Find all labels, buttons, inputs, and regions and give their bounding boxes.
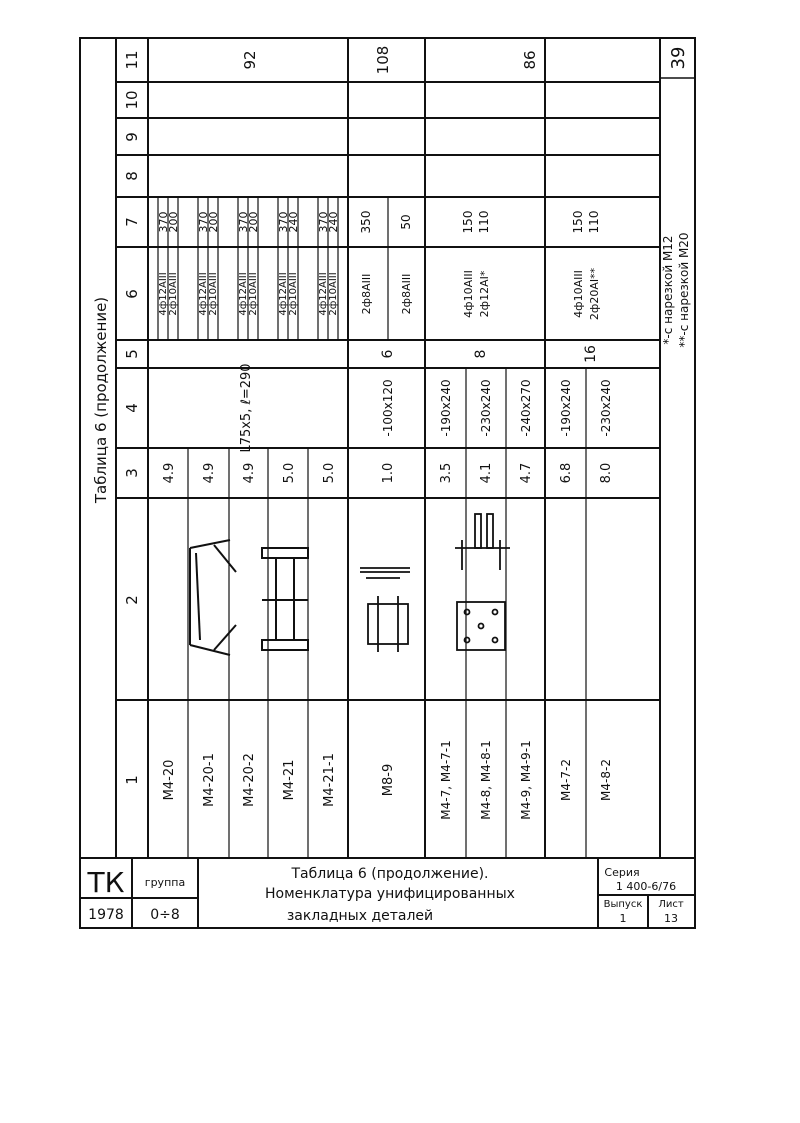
len-row-8: 240 bbox=[287, 211, 300, 233]
len-row-9: 370 bbox=[317, 211, 330, 233]
group3-masses bbox=[439, 463, 534, 484]
header-num-4: 4 bbox=[123, 403, 141, 413]
mark-m4-20-2: М4-20-2 bbox=[242, 753, 257, 807]
header-num-2: 2 bbox=[123, 595, 141, 605]
len2-m8-9: 50 bbox=[399, 214, 413, 230]
size-m4-7-2: -190x240 bbox=[559, 379, 573, 437]
mark-m4-20-1: М4-20-1 bbox=[202, 753, 217, 807]
size-m4-7: -190x240 bbox=[439, 379, 453, 437]
rebar-row-9: 4ф12АIII bbox=[318, 272, 329, 316]
mass-m4-20-2: 4.9 bbox=[242, 462, 257, 484]
mass-m4-7: 3.5 bbox=[439, 462, 454, 484]
rebar1-m8-9: 2ф8АIII bbox=[360, 273, 373, 315]
mass-m4-20: 4.9 bbox=[162, 462, 177, 484]
rebar-row-2: 2ф10АIII bbox=[168, 272, 179, 316]
stamp-title-line1: Таблица 6 (продолжение). bbox=[291, 866, 489, 882]
plate-with-bars-drawing bbox=[360, 568, 410, 652]
rebar1-group3: 4ф10АIII bbox=[462, 270, 475, 318]
footnote-1: *-с нарезкой М12 bbox=[661, 235, 675, 345]
header-num-7: 7 bbox=[123, 217, 141, 227]
mass-m4-8: 4.1 bbox=[479, 462, 494, 484]
header-num-9: 9 bbox=[123, 132, 141, 142]
size-m4-8-2: -230x240 bbox=[599, 379, 613, 437]
mass-m4-7-2: 6.8 bbox=[559, 462, 574, 484]
rebar2-group4: 2ф20АI** bbox=[588, 267, 601, 321]
header-num-11: 11 bbox=[123, 50, 141, 70]
group3-sizes bbox=[439, 379, 533, 436]
mark-m4-8: М4-8, М4-8-1 bbox=[479, 740, 493, 820]
footnote-2: **-с нарезкой М20 bbox=[677, 232, 691, 348]
mark-m4-21: М4-21 bbox=[282, 759, 297, 801]
len-row-10: 240 bbox=[327, 211, 340, 233]
col5-m8-9: 6 bbox=[380, 349, 396, 359]
header-num-6: 6 bbox=[123, 289, 141, 299]
len-row-6: 200 bbox=[247, 211, 260, 233]
table-caption: Таблица 6 (продолжение) bbox=[92, 296, 110, 504]
header-num-5: 5 bbox=[123, 349, 141, 359]
stamp-group-label: группа bbox=[144, 876, 186, 889]
stamp-sheet-label: Лист bbox=[658, 899, 684, 910]
plate-with-studs-drawing bbox=[455, 514, 510, 650]
len1-group4: 150 bbox=[571, 210, 585, 234]
mark-m4-7-2: М4-7-2 bbox=[559, 759, 573, 801]
group1-rebars bbox=[158, 272, 339, 315]
rebar2-m8-9: 2ф8АIII bbox=[400, 273, 413, 315]
col5-group3: 8 bbox=[473, 349, 489, 359]
group1-col11: 92 bbox=[241, 50, 259, 70]
len-row-1: 370 bbox=[157, 211, 170, 233]
stamp-issue-value: 1 bbox=[619, 912, 627, 925]
rebar2-group3: 2ф12АI* bbox=[478, 270, 491, 318]
rebar-row-1: 4ф12АIII bbox=[158, 272, 169, 316]
mark-m4-8-2: М4-8-2 bbox=[599, 759, 613, 801]
len1-group3: 150 bbox=[461, 210, 475, 234]
stamp-title-line2: Номенклатура унифицированных bbox=[265, 886, 515, 902]
header-numbers bbox=[123, 50, 141, 784]
rebar-row-8: 2ф10АIII bbox=[288, 272, 299, 316]
rebar-row-3: 4ф12АIII bbox=[198, 272, 209, 316]
len-row-2: 200 bbox=[167, 211, 180, 233]
stamp-sheet-value: 13 bbox=[664, 912, 678, 925]
size-m4-9: -240x270 bbox=[519, 379, 533, 437]
group34-col11: 86 bbox=[521, 50, 539, 70]
stamp-series-value: 1 400-6/76 bbox=[615, 880, 677, 893]
rebar-row-7: 4ф12АIII bbox=[278, 272, 289, 316]
stamp-group-value: 0÷8 bbox=[150, 907, 180, 923]
len2-group4: 110 bbox=[587, 210, 601, 234]
mass-m4-20-1: 4.9 bbox=[202, 462, 217, 484]
mark-m4-9: М4-9, М4-9-1 bbox=[519, 740, 533, 820]
rebar-row-10: 2ф10АIII bbox=[328, 272, 339, 316]
header-num-10: 10 bbox=[123, 90, 141, 110]
len-row-4: 200 bbox=[207, 211, 220, 233]
stamp-series-label: Серия bbox=[604, 866, 640, 879]
stamp-issue-label: Выпуск bbox=[603, 899, 643, 910]
mass-m4-9: 4.7 bbox=[519, 462, 534, 484]
mass-m4-21-1: 5.0 bbox=[322, 462, 337, 484]
col5-group4: 16 bbox=[583, 345, 599, 363]
group3-marks bbox=[439, 740, 533, 820]
stamp-title-line3: закладных деталей bbox=[286, 908, 434, 924]
rebar-row-4: 2ф10АIII bbox=[208, 272, 219, 316]
group2-col11: 108 bbox=[374, 45, 392, 75]
mass-m4-8-2: 8.0 bbox=[599, 462, 614, 484]
size-m4-8: -230x240 bbox=[479, 379, 493, 437]
mass-m8-9: 1.0 bbox=[381, 462, 396, 484]
group1-size: L75x5, ℓ=290 bbox=[239, 363, 254, 453]
size-m8-9: -100x120 bbox=[381, 379, 395, 437]
mass-m4-21: 5.0 bbox=[282, 462, 297, 484]
mark-m8-9: М8-9 bbox=[381, 763, 396, 797]
table-frame bbox=[80, 38, 695, 858]
len-row-3: 370 bbox=[197, 211, 210, 233]
len2-group3: 110 bbox=[477, 210, 491, 234]
stamp-org: ТК bbox=[87, 866, 125, 899]
rebar-row-6: 2ф10АIII bbox=[248, 272, 259, 316]
mark-m4-7: М4-7, М4-7-1 bbox=[439, 740, 453, 820]
rebar-row-5: 4ф12АIII bbox=[238, 272, 249, 316]
header-num-8: 8 bbox=[123, 171, 141, 181]
page-number: 39 bbox=[668, 46, 689, 70]
header-num-3: 3 bbox=[123, 468, 141, 478]
rebar1-group4: 4ф10АIII bbox=[572, 270, 585, 318]
header-num-1: 1 bbox=[123, 775, 141, 785]
mark-m4-20: М4-20 bbox=[162, 759, 177, 801]
len-row-5: 370 bbox=[237, 211, 250, 233]
len-row-7: 370 bbox=[277, 211, 290, 233]
group1-lengths bbox=[157, 212, 340, 233]
mark-m4-21-1: М4-21-1 bbox=[322, 753, 337, 807]
stamp-year: 1978 bbox=[88, 907, 124, 923]
channel-frame-drawing bbox=[262, 548, 308, 650]
len1-m8-9: 350 bbox=[359, 210, 373, 234]
